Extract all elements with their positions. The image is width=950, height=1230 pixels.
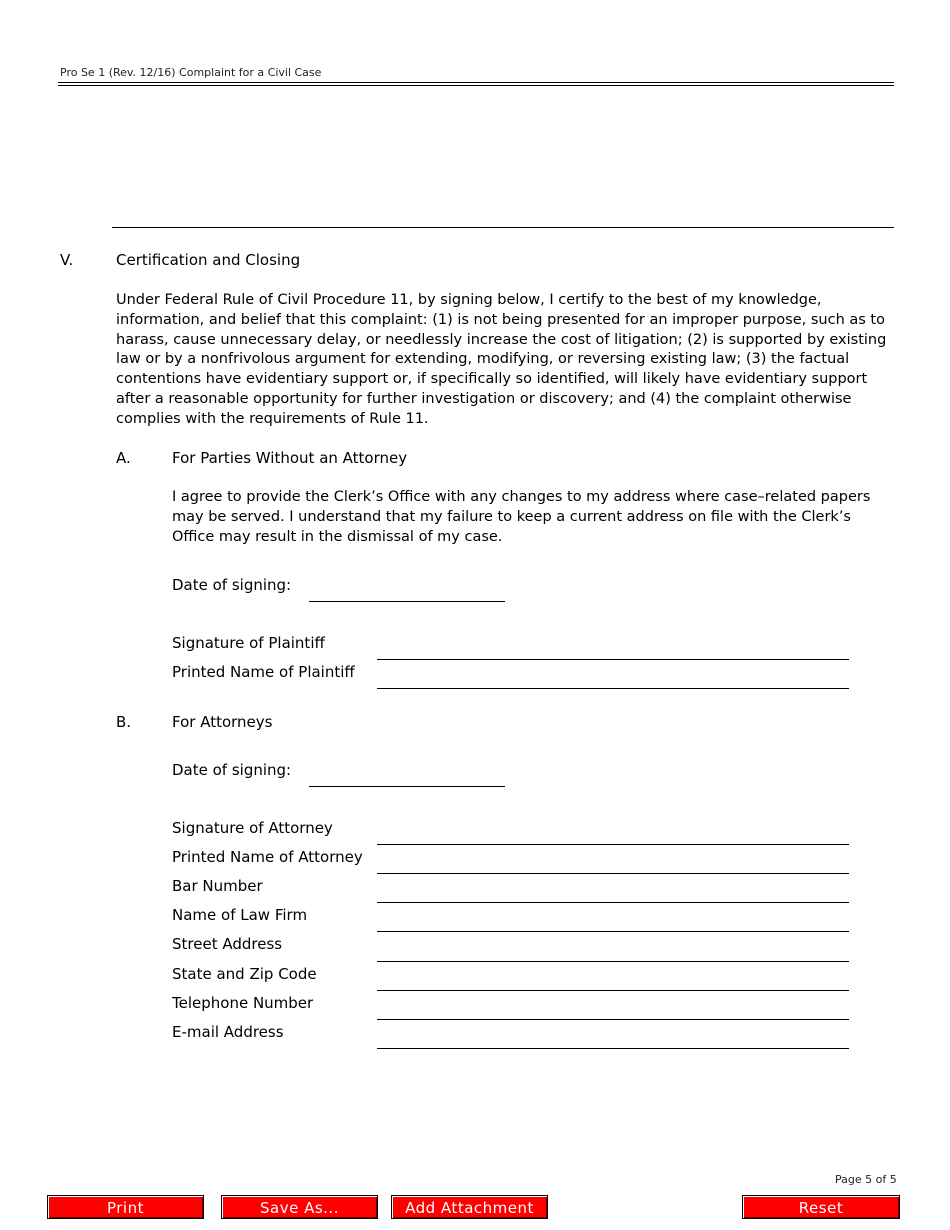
bar-number-underline [377, 902, 849, 903]
plaintiff-signature-label: Signature of Plaintiff [172, 634, 325, 652]
plaintiff-signature-field[interactable] [380, 638, 846, 658]
attorney-printed-name-field[interactable] [380, 852, 846, 872]
telephone-underline [377, 1019, 849, 1020]
attorney-signature-field[interactable] [380, 823, 846, 843]
email-label: E-mail Address [172, 1023, 284, 1041]
bar-number-label: Bar Number [172, 877, 263, 895]
attorney-signature-label: Signature of Attorney [172, 819, 333, 837]
certification-paragraph: Under Federal Rule of Civil Procedure 11, by signing below, I certify to the best of my knowledge, information, and belief that this complaint: (1) is not being presented for an improper purpose, such as to harass, cause unnecessary delay, or needlessly increase the cost of litigation; (2) is supported by existing law or by a nonfrivolous argument for extending, modifying, or reversing existing law; (3) the factual contentions have evidentiary support or, if specifically so identified, will likely have evidentiary support after a reasonable opportunity for further investigation or discovery; and (4) the complaint otherwise complies with the requirements of Rule 11. [116, 292, 887, 427]
part-b-title: For Attorneys [172, 713, 273, 731]
telephone-field[interactable] [380, 998, 846, 1018]
street-address-underline [377, 961, 849, 962]
law-firm-field[interactable] [380, 910, 846, 930]
reset-button[interactable]: Reset [742, 1195, 900, 1219]
attorney-printed-name-label: Printed Name of Attorney [172, 848, 363, 866]
street-address-field[interactable] [380, 939, 846, 959]
plaintiff-date-underline [309, 601, 505, 602]
attorney-signature-underline [377, 844, 849, 845]
section-number: V. [60, 251, 74, 269]
state-zip-field[interactable] [380, 969, 846, 989]
state-zip-label: State and Zip Code [172, 965, 317, 983]
attorney-date-field[interactable] [312, 765, 502, 785]
law-firm-underline [377, 931, 849, 932]
page-number: Page 5 of 5 [835, 1173, 897, 1186]
save-as-button[interactable]: Save As... [221, 1195, 378, 1219]
address-notice-paragraph: I agree to provide the Clerk’s Office with any changes to my address where case–related papers may be served. I understand that my failure to keep a current address on file with the Clerk’s Office may result in the dismissal of my case. [172, 489, 871, 545]
form-title-header: Pro Se 1 (Rev. 12/16) Complaint for a Civil Case [60, 66, 322, 79]
street-address-label: Street Address [172, 935, 283, 953]
previous-section-answer-line [112, 227, 894, 228]
telephone-label: Telephone Number [172, 994, 314, 1012]
header-rule-bottom [58, 85, 894, 86]
part-b-letter: B. [116, 713, 132, 731]
section-title: Certification and Closing [116, 251, 301, 269]
add-attachment-button[interactable]: Add Attachment [391, 1195, 548, 1219]
state-zip-underline [377, 990, 849, 991]
print-button[interactable]: Print [47, 1195, 204, 1219]
attorney-date-label: Date of signing: [172, 761, 292, 779]
plaintiff-printed-name-label: Printed Name of Plaintiff [172, 663, 355, 681]
header-rule-top [58, 82, 894, 83]
plaintiff-printed-name-field[interactable] [380, 667, 846, 687]
attorney-printed-name-underline [377, 873, 849, 874]
plaintiff-date-field[interactable] [312, 580, 502, 600]
plaintiff-printed-name-underline [377, 688, 849, 689]
plaintiff-signature-underline [377, 659, 849, 660]
email-field[interactable] [380, 1027, 846, 1047]
part-a-title: For Parties Without an Attorney [172, 449, 408, 467]
email-underline [377, 1048, 849, 1049]
part-a-letter: A. [116, 449, 131, 467]
law-firm-label: Name of Law Firm [172, 906, 308, 924]
plaintiff-date-label: Date of signing: [172, 576, 292, 594]
attorney-date-underline [309, 786, 505, 787]
bar-number-field[interactable] [380, 881, 846, 901]
